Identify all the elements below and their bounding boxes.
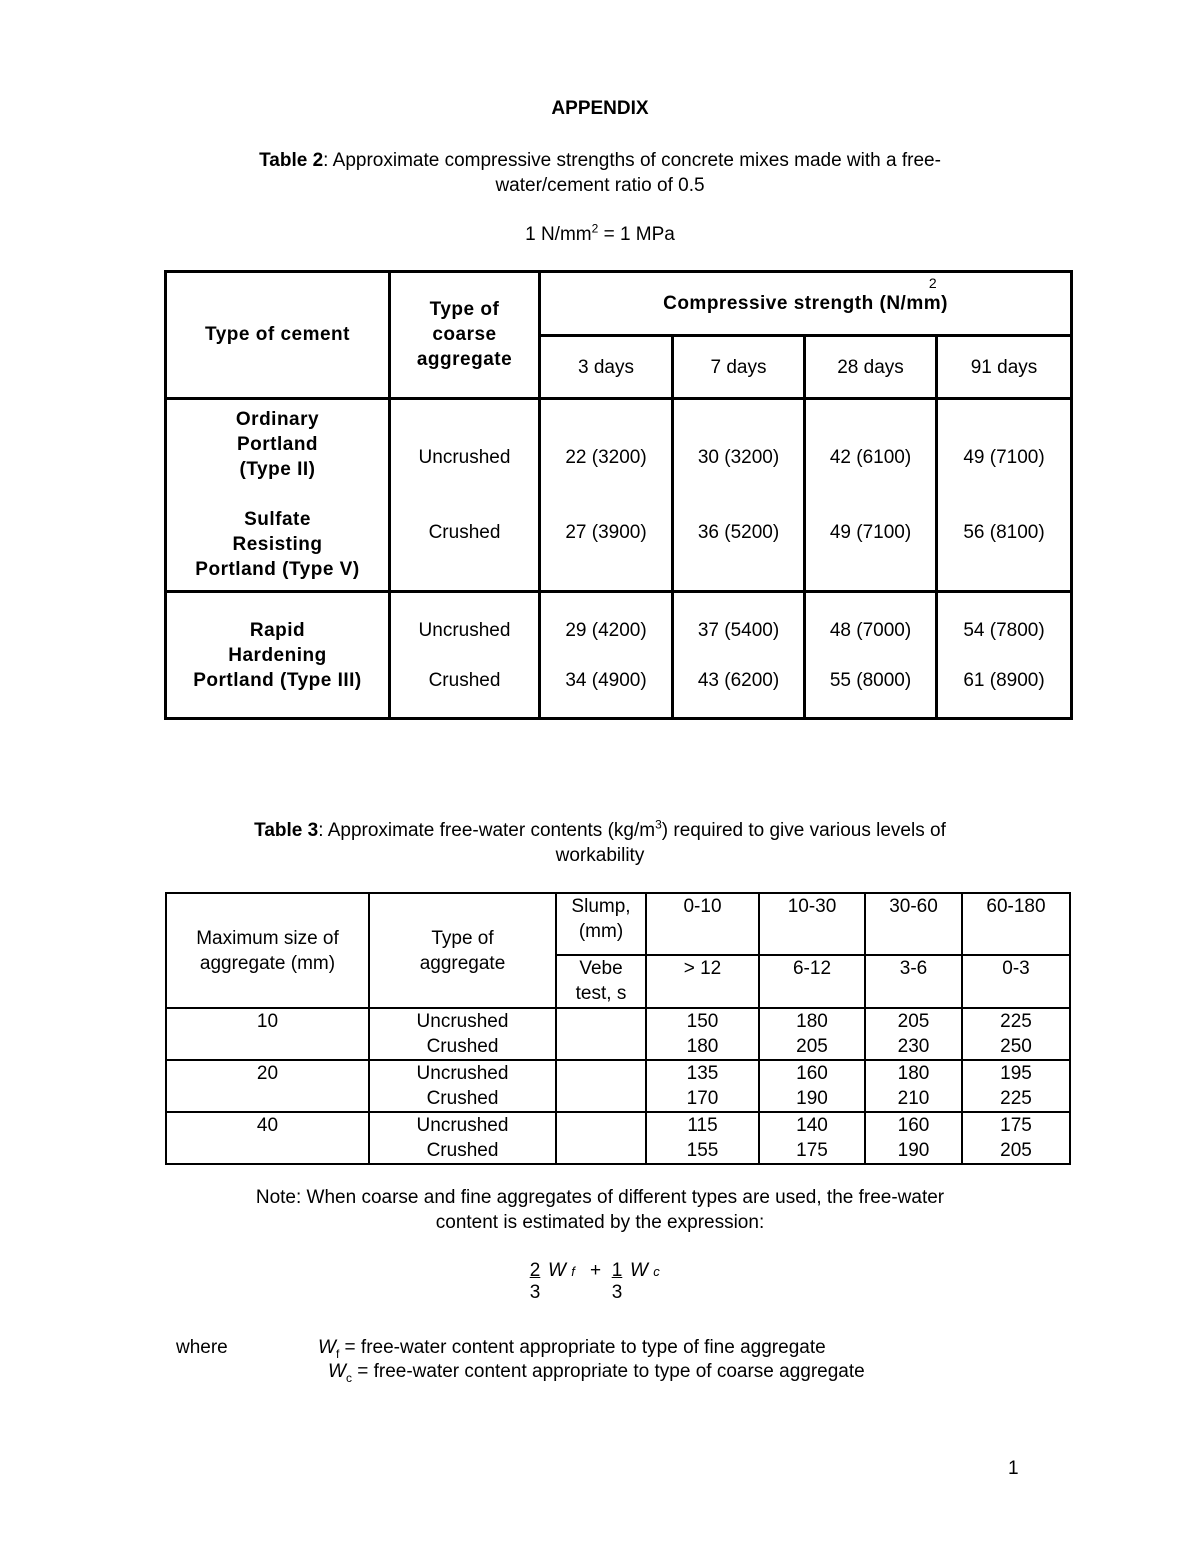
table3-caption-b: ) required to give various levels of	[661, 820, 946, 841]
value-cell: 115	[687, 1115, 718, 1136]
header-type	[369, 893, 556, 1008]
header-aggregate-l1: Type of	[429, 299, 500, 321]
value-cell: 175	[1000, 1115, 1032, 1136]
unit-prefix: 1 N/mm	[525, 224, 592, 245]
cement-sulfate-l3: Portland (Type V)	[195, 559, 360, 581]
value-cell: 150	[686, 1011, 719, 1032]
day-91: 91 days	[937, 336, 1072, 398]
g2-r2-7day: 43 (6200)	[697, 669, 780, 691]
page-number: 1	[1008, 1458, 1019, 1479]
slump-label	[556, 893, 646, 955]
wf-sub: f	[571, 1264, 575, 1279]
fraction-two-thirds	[526, 1260, 544, 1304]
header-type-l1: Type of	[431, 927, 494, 949]
values-40-c4	[962, 1112, 1070, 1164]
values-10-c4	[962, 1008, 1070, 1060]
value-cell: 250	[1000, 1036, 1032, 1057]
g2-28day	[805, 592, 937, 719]
wc-var: W	[630, 1260, 648, 1281]
g2-3day	[540, 592, 673, 719]
day-3: 3 days	[540, 336, 673, 398]
g2-r2-91day: 61 (8900)	[963, 669, 1045, 691]
type-uncrushed: Uncrushed	[416, 1063, 509, 1084]
type-crushed: Crushed	[426, 1088, 499, 1109]
header-strength-close: )	[941, 293, 948, 315]
g1-r2-7day: 36 (5200)	[697, 521, 780, 543]
header-aggregate	[390, 272, 540, 399]
cement-rapid-l3: Portland (Type III)	[193, 669, 362, 691]
type-crushed: Crushed	[426, 1140, 499, 1161]
page-heading: APPENDIX	[551, 98, 649, 119]
header-cement: Type of cement	[166, 272, 390, 399]
aggregate-g2-uncrushed: Uncrushed	[418, 619, 511, 641]
g2-7day	[673, 592, 805, 719]
value-cell: 225	[1000, 1011, 1032, 1032]
g1-28day	[805, 398, 937, 591]
g2-r2-3day: 34 (4900)	[565, 669, 647, 691]
g2-r2-28day: 55 (8000)	[829, 669, 912, 691]
wf-var: W	[548, 1260, 566, 1281]
value-cell: 205	[1000, 1140, 1032, 1161]
table2-label: Table 2	[259, 150, 324, 171]
value-cell: 205	[897, 1011, 930, 1032]
frac2-den: 3	[611, 1282, 623, 1303]
cement-ordinary-l3: (Type II)	[239, 459, 316, 481]
frac1-num: 2	[529, 1260, 541, 1281]
value-cell: 180	[897, 1063, 930, 1084]
g2-r1-3day: 29 (4200)	[565, 619, 647, 641]
vebe-range-2: 6-12	[759, 955, 865, 1008]
note-line2: content is estimated by the expression:	[435, 1212, 765, 1233]
g1-91day	[937, 398, 1072, 591]
header-aggregate-l3: aggregate	[416, 349, 513, 371]
unit-suffix: = 1 MPa	[598, 224, 675, 245]
size-20: 20	[166, 1060, 369, 1112]
value-cell: 230	[897, 1036, 930, 1057]
cement-sulfate-l2: Resisting	[232, 534, 323, 556]
value-cell: 175	[796, 1140, 828, 1161]
value-cell: 140	[796, 1115, 828, 1136]
types-40	[369, 1112, 556, 1164]
type-uncrushed: Uncrushed	[416, 1011, 509, 1032]
aggregate-g1-uncrushed: Uncrushed	[418, 446, 511, 468]
cement-group1	[166, 398, 390, 591]
value-cell: 155	[686, 1140, 719, 1161]
definition-wc	[328, 1359, 865, 1391]
vebe-label-l1: Vebe	[579, 958, 623, 979]
value-cell: 135	[686, 1063, 719, 1084]
table3-caption-line2: workability	[555, 845, 645, 866]
table3	[165, 892, 1071, 1165]
g1-r1-91day: 49 (7100)	[963, 446, 1045, 468]
g2-91day	[937, 592, 1072, 719]
g2-r1-28day: 48 (7000)	[829, 619, 912, 641]
vebe-range-3: 3-6	[865, 955, 962, 1008]
header-aggregate-l2: coarse	[432, 324, 497, 346]
empty-cell	[556, 1060, 646, 1112]
table3-caption	[0, 818, 1200, 868]
value-cell: 195	[1000, 1063, 1032, 1084]
g1-r1-7day: 30 (3200)	[697, 446, 780, 468]
def-wf-sub: f	[335, 1346, 340, 1361]
g1-r1-3day: 22 (3200)	[565, 446, 647, 468]
slump-range-3: 30-60	[865, 893, 962, 955]
slump-label-l1: Slump,	[571, 896, 631, 917]
aggregate-group1	[390, 398, 540, 591]
g1-3day	[540, 398, 673, 591]
aggregate-group2	[390, 592, 540, 719]
cement-ordinary-l2: Portland	[236, 434, 319, 456]
day-7: 7 days	[673, 336, 805, 398]
unit-sup: 2	[591, 221, 599, 236]
value-cell: 225	[1000, 1088, 1032, 1109]
empty-cell	[556, 1008, 646, 1060]
values-10-c2	[759, 1008, 865, 1060]
wc-term	[630, 1260, 660, 1282]
frac1-den: 3	[529, 1282, 541, 1303]
g1-r2-28day: 49 (7100)	[829, 521, 912, 543]
header-type-l2: aggregate	[419, 952, 506, 974]
header-max-size-l1: Maximum size of	[196, 927, 339, 949]
wf-term	[548, 1260, 575, 1282]
table-row	[166, 1112, 1070, 1164]
empty-cell	[556, 1112, 646, 1164]
table3-label: Table 3	[254, 820, 319, 841]
header-strength-sup: 2	[928, 275, 938, 292]
value-cell: 170	[686, 1088, 719, 1109]
g1-r1-28day: 42 (6100)	[829, 446, 912, 468]
where-label: where	[176, 1337, 228, 1358]
aggregate-g2-crushed: Crushed	[428, 669, 501, 691]
value-cell: 190	[897, 1140, 930, 1161]
value-cell: 160	[796, 1063, 828, 1084]
value-cell: 190	[796, 1088, 828, 1109]
slump-range-2: 10-30	[759, 893, 865, 955]
cement-rapid-l1: Rapid	[249, 619, 306, 641]
g1-r2-91day: 56 (8100)	[963, 521, 1045, 543]
aggregate-g1-crushed: Crushed	[428, 521, 501, 543]
table3-caption-a: : Approximate free-water contents (kg/m	[318, 820, 656, 841]
note	[0, 1185, 1200, 1235]
vebe-label-l2: test, s	[575, 983, 627, 1004]
vebe-range-4: 0-3	[962, 955, 1070, 1008]
vebe-label	[556, 955, 646, 1008]
value-cell: 180	[796, 1011, 828, 1032]
size-40: 40	[166, 1112, 369, 1164]
def-wf-var: W	[318, 1337, 336, 1358]
fraction-one-third	[608, 1260, 626, 1304]
table-row	[166, 1060, 1070, 1112]
def-wc-var: W	[328, 1361, 346, 1382]
cement-sulfate-l1: Sulfate	[244, 509, 311, 531]
header-strength-text: Compressive strength (N/mm	[663, 293, 942, 315]
values-20-c2	[759, 1060, 865, 1112]
slump-range-1: 0-10	[646, 893, 759, 955]
table-row	[166, 1008, 1070, 1060]
header-strength	[540, 272, 1072, 336]
plus-sign: +	[590, 1260, 602, 1281]
frac2-num: 1	[611, 1260, 623, 1281]
values-40-c2	[759, 1112, 865, 1164]
values-20-c3	[865, 1060, 962, 1112]
value-cell: 205	[796, 1036, 828, 1057]
g1-7day	[673, 398, 805, 591]
table2-caption-text-2: water/cement ratio of 0.5	[495, 175, 705, 196]
cement-group2	[166, 592, 390, 719]
table2-caption	[0, 148, 1200, 198]
types-20	[369, 1060, 556, 1112]
value-cell: 180	[686, 1036, 719, 1057]
g2-r1-7day: 37 (5400)	[697, 619, 780, 641]
unit-conversion	[0, 222, 1200, 247]
header-max-size-l2: aggregate (mm)	[199, 952, 336, 974]
g1-r2-3day: 27 (3900)	[565, 521, 647, 543]
header-max-size	[166, 893, 369, 1008]
slump-range-4: 60-180	[962, 893, 1070, 955]
wc-sub: c	[653, 1264, 660, 1279]
values-20-c4	[962, 1060, 1070, 1112]
def-wc-text: = free-water content appropriate to type of coarse aggregate	[351, 1361, 865, 1382]
value-cell: 160	[897, 1115, 930, 1136]
cement-ordinary-l1: Ordinary	[235, 409, 320, 431]
slump-label-l2: (mm)	[578, 921, 624, 942]
type-crushed: Crushed	[426, 1036, 499, 1057]
day-28: 28 days	[805, 336, 937, 398]
type-uncrushed: Uncrushed	[416, 1115, 509, 1136]
size-10: 10	[166, 1008, 369, 1060]
table2	[164, 270, 1073, 720]
values-40-c1	[646, 1112, 759, 1164]
values-10-c3	[865, 1008, 962, 1060]
formula	[0, 1260, 1200, 1320]
types-10	[369, 1008, 556, 1060]
table2-caption-text-1: : Approximate compressive strengths of concrete mixes made with a free-	[323, 150, 941, 171]
value-cell: 210	[897, 1088, 930, 1109]
cement-rapid-l2: Hardening	[228, 644, 327, 666]
note-line1: Note: When coarse and fine aggregates of different types are used, the free-water	[255, 1187, 945, 1208]
values-10-c1	[646, 1008, 759, 1060]
g2-r1-91day: 54 (7800)	[963, 619, 1045, 641]
vebe-range-1: > 12	[646, 955, 759, 1008]
def-wc-sub: c	[345, 1370, 352, 1385]
values-40-c3	[865, 1112, 962, 1164]
def-wf-text: = free-water content appropriate to type of fine aggregate	[339, 1337, 826, 1358]
values-20-c1	[646, 1060, 759, 1112]
table3-caption-sup: 3	[655, 817, 662, 832]
